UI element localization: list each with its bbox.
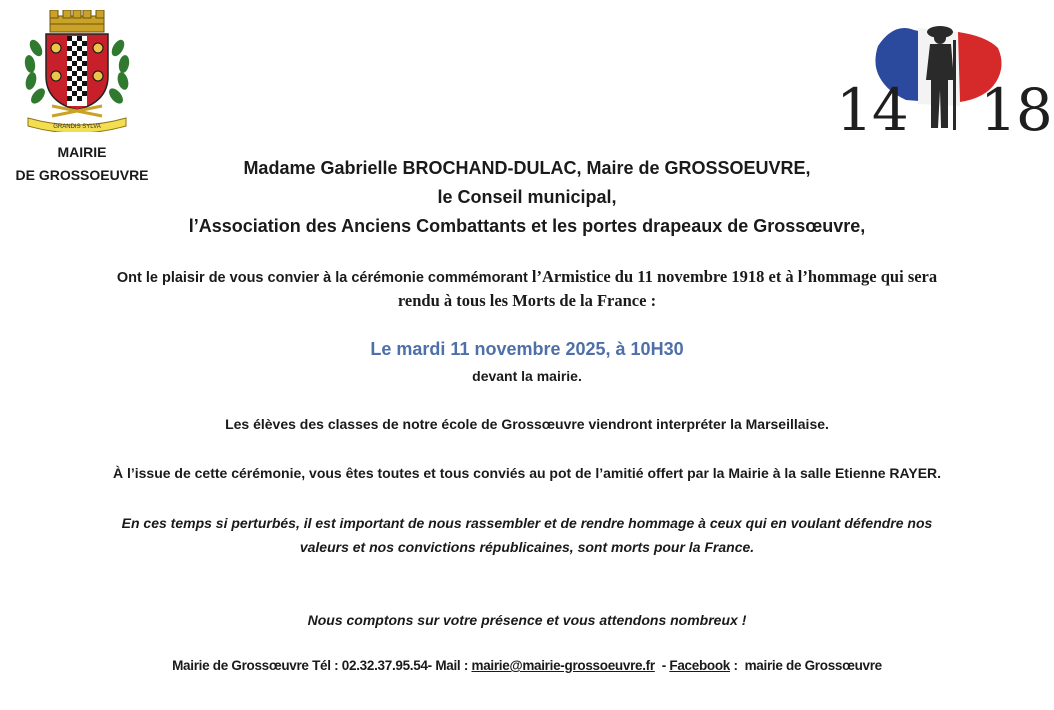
mairie-label-line1: MAIRIE [57, 144, 107, 160]
invitation-line2: rendu à tous les Morts de la France : [397, 291, 657, 310]
header-mayor-line: Madame Gabrielle BROCHAND-DULAC, Maire de GROSSOEUVRE, [243, 158, 811, 178]
mairie-label-line2: DE GROSSOEUVRE [15, 167, 149, 183]
event-date-time: Le mardi 11 novembre 2025, à 10H30 [370, 339, 684, 359]
message-line1: En ces temps si perturbés, il est important de nous rassembler et de rendre hommage à ceux qui en voulant défendre nos [121, 515, 933, 531]
footer-facebook-link[interactable]: Facebook [669, 658, 731, 673]
invitation-line1 [0, 265, 1054, 290]
footer-email-link[interactable]: mairie@mairie-grossoeuvre.fr [471, 658, 655, 673]
logo-1418 [836, 18, 1052, 144]
invitation-sans-part: Ont le plaisir de vous convier à la cérémonie commémorant [116, 270, 532, 286]
footer-contact [0, 658, 1054, 673]
svg-text:GRANDIS SYLVA: GRANDIS SYLVA [53, 124, 101, 130]
reception-note: À l’issue de cette cérémonie, vous êtes toutes et tous conviés au pot de l’amitié offert par la Mairie à la salle Etienne RAYER. [112, 465, 942, 481]
logo-number-left: 14 [836, 76, 908, 144]
message-line2: valeurs et nos convictions républicaines, sont morts pour la France. [299, 539, 755, 555]
header-council-line: le Conseil municipal, [437, 187, 617, 207]
grossoeuvre-coat-of-arms [22, 10, 132, 132]
footer-prefix: Mairie de Grossœuvre Tél : 02.32.37.95.54- Mail : [172, 658, 472, 673]
header-association-line: l’Association des Anciens Combattants et les portes drapeaux de Grossœuvre, [188, 216, 866, 236]
footer-facebook-name: mairie de Grossœuvre [744, 658, 882, 673]
invitation-serif-part: l’Armistice du 11 novembre 1918 et à l’hommage qui sera [531, 267, 938, 286]
footer-colon: : [730, 658, 745, 673]
closing-note: Nous comptons sur votre présence et vous attendons nombreux ! [307, 612, 747, 628]
footer-sep: - [654, 658, 670, 673]
crown-icon [50, 10, 104, 32]
event-location: devant la mairie. [472, 368, 582, 384]
students-note: Les élèves des classes de notre école de Grossœuvre viendront interpréter la Marseillaise. [225, 416, 829, 432]
logo-number-right: 18 [980, 76, 1052, 144]
